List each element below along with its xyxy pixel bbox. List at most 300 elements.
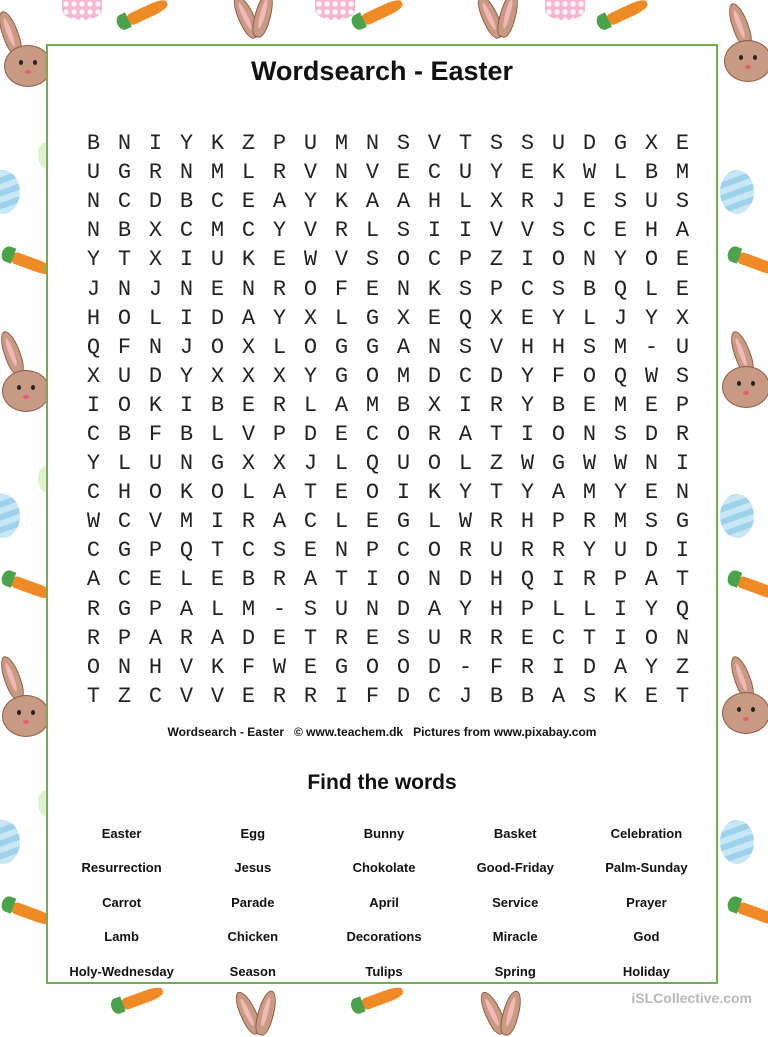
grid-letter: E [148,567,163,593]
grid-letter: X [241,334,256,360]
grid-letter: S [458,276,473,302]
grid-letter: S [582,334,597,360]
grid-letter: P [148,538,163,564]
grid-letter: N [644,451,659,477]
word-item: Lamb [104,929,139,945]
pink-egg-icon [315,0,355,20]
grid-letter: V [303,218,318,244]
grid-letter: Y [644,596,659,622]
grid-letter: I [675,538,690,564]
grid-letter: L [303,392,318,418]
grid-letter: E [365,509,380,535]
grid-letter: N [117,276,132,302]
grid-letter: I [179,392,194,418]
grid-row [78,158,698,187]
grid-letter: P [272,131,287,157]
grid-letter: Y [179,131,194,157]
grid-letter: W [303,247,318,273]
word-item: Spring [494,963,536,979]
grid-letter: I [520,421,535,447]
grid-letter: E [365,276,380,302]
grid-letter: X [396,305,411,331]
grid-letter: S [675,363,690,389]
grid-letter: S [303,596,318,622]
grid-letter: H [427,189,442,215]
bunny-icon [722,692,768,734]
carrot-icon [119,985,164,1011]
grid-letter: B [489,683,504,709]
grid-letter: S [582,683,597,709]
grid-letter: V [179,654,194,680]
grid-letter: U [334,596,349,622]
grid-letter: R [489,509,504,535]
grid-letter: M [210,160,225,186]
grid-letter: C [210,189,225,215]
grid-letter: L [241,160,256,186]
grid-letter: Y [613,480,628,506]
grid-letter: F [489,654,504,680]
bunny-ear-icon [494,0,521,39]
grid-letter: B [117,218,132,244]
grid-letter: Y [582,538,597,564]
grid-letter: M [582,480,597,506]
word-row [56,851,712,886]
grid-letter: N [86,189,101,215]
grid-letter: E [520,305,535,331]
word-item: Chokolate [352,860,416,876]
grid-letter: R [334,218,349,244]
grid-letter: G [365,334,380,360]
grid-letter: U [489,538,504,564]
blue-egg-icon [0,170,20,214]
grid-letter: N [117,131,132,157]
grid-letter: R [520,538,535,564]
grid-letter: G [396,509,411,535]
grid-letter: W [582,160,597,186]
grid-letter: E [241,189,256,215]
grid-letter: C [396,538,411,564]
grid-letter: I [520,247,535,273]
grid-letter: X [241,363,256,389]
grid-letter: B [520,683,535,709]
grid-letter: A [396,334,411,360]
grid-letter: D [644,421,659,447]
grid-letter: Z [241,131,256,157]
worksheet-title: Wordsearch - Easter [250,56,514,86]
grid-letter: B [582,276,597,302]
grid-letter: B [396,392,411,418]
grid-letter: T [303,625,318,651]
grid-letter: A [86,567,101,593]
grid-letter: I [675,451,690,477]
word-item: Good-Friday [476,860,554,876]
grid-letter: O [303,334,318,360]
grid-letter: L [210,596,225,622]
grid-letter: E [210,567,225,593]
grid-letter: A [272,509,287,535]
grid-letter: B [86,131,101,157]
grid-letter: F [241,654,256,680]
grid-letter: P [613,567,628,593]
grid-letter: J [179,334,194,360]
grid-letter: N [582,421,597,447]
grid-letter: O [396,247,411,273]
grid-letter: A [427,596,442,622]
grid-letter: V [148,509,163,535]
grid-letter: H [86,305,101,331]
grid-letter: I [458,218,473,244]
grid-letter: S [675,189,690,215]
grid-letter: R [520,654,535,680]
grid-letter: G [675,509,690,535]
grid-letter: P [272,421,287,447]
grid-letter: R [272,160,287,186]
grid-letter: N [675,480,690,506]
word-item: Resurrection [81,860,162,876]
grid-letter: S [272,538,287,564]
grid-letter: O [396,421,411,447]
grid-letter: X [489,305,504,331]
grid-letter: K [427,276,442,302]
grid-letter: B [210,392,225,418]
grid-letter: O [644,247,659,273]
grid-letter: C [303,509,318,535]
grid-letter: E [272,625,287,651]
grid-letter: G [210,451,225,477]
word-item: Holy-Wednesday [69,963,174,979]
grid-letter: D [303,421,318,447]
grid-letter: A [210,625,225,651]
grid-letter: I [148,131,163,157]
letter-grid [78,129,698,711]
grid-letter: R [582,509,597,535]
grid-letter: I [551,567,566,593]
word-list [56,816,712,989]
grid-letter: A [675,218,690,244]
grid-letter: E [303,538,318,564]
grid-letter: C [427,683,442,709]
grid-letter: C [86,480,101,506]
grid-letter: U [551,131,566,157]
grid-letter: P [148,596,163,622]
grid-letter: M [613,392,628,418]
grid-letter: U [396,451,411,477]
grid-letter: N [365,131,380,157]
grid-letter: K [210,131,225,157]
grid-letter: O [551,421,566,447]
grid-letter: I [179,247,194,273]
word-row [56,885,712,920]
grid-letter: F [365,683,380,709]
word-item: Miracle [492,929,538,945]
grid-letter: Y [86,451,101,477]
grid-letter: D [396,596,411,622]
grid-letter: S [613,421,628,447]
grid-letter: N [675,625,690,651]
grid-letter: O [427,451,442,477]
grid-letter: G [613,131,628,157]
grid-letter: O [396,567,411,593]
grid-letter: C [179,218,194,244]
grid-letter: E [365,625,380,651]
grid-letter: C [520,276,535,302]
grid-letter: U [427,625,442,651]
grid-letter: X [148,247,163,273]
grid-letter: X [427,392,442,418]
grid-letter: T [458,131,473,157]
grid-letter: M [179,509,194,535]
grid-row [78,187,698,216]
grid-letter: M [675,160,690,186]
grid-letter: E [582,392,597,418]
grid-letter: R [272,392,287,418]
bunny-icon [4,45,52,87]
grid-letter: M [365,392,380,418]
grid-letter: C [117,567,132,593]
grid-letter: Y [303,189,318,215]
grid-letter: D [210,305,225,331]
grid-letter: O [427,538,442,564]
carrot-icon [605,0,650,27]
grid-letter: L [117,451,132,477]
grid-letter: L [334,509,349,535]
grid-letter: K [179,480,194,506]
carrot-icon [359,985,404,1011]
grid-letter: V [365,160,380,186]
grid-row [78,507,698,536]
grid-letter: N [179,160,194,186]
grid-row [78,595,698,624]
grid-letter: Z [675,654,690,680]
grid-letter: R [489,625,504,651]
word-item: God [633,929,660,945]
grid-letter: H [520,509,535,535]
grid-letter: Z [117,683,132,709]
grid-letter: W [272,654,287,680]
grid-letter: L [272,334,287,360]
grid-letter: I [458,392,473,418]
grid-letter: K [551,160,566,186]
grid-letter: N [365,596,380,622]
grid-letter: I [551,654,566,680]
grid-letter: O [551,247,566,273]
grid-letter: T [334,567,349,593]
grid-letter: C [365,421,380,447]
grid-letter: M [396,363,411,389]
grid-letter: A [303,567,318,593]
grid-letter: P [365,538,380,564]
grid-letter: L [458,189,473,215]
grid-letter: T [489,480,504,506]
bunny-icon [724,40,768,82]
grid-letter: V [427,131,442,157]
grid-letter: W [613,451,628,477]
grid-letter: A [644,567,659,593]
grid-letter: L [427,509,442,535]
grid-letter: O [117,392,132,418]
grid-letter: V [520,218,535,244]
grid-letter: J [86,276,101,302]
grid-letter: D [241,625,256,651]
grid-row [78,653,698,682]
grid-letter: J [148,276,163,302]
grid-letter: R [427,421,442,447]
blue-egg-icon [720,820,754,864]
grid-letter: S [458,334,473,360]
grid-letter: I [396,480,411,506]
grid-letter: O [396,654,411,680]
grid-letter: M [334,131,349,157]
grid-letter: N [241,276,256,302]
grid-row [78,304,698,333]
grid-letter: U [86,160,101,186]
grid-letter: T [675,567,690,593]
grid-letter: D [582,131,597,157]
grid-letter: Y [520,480,535,506]
grid-letter: R [179,625,194,651]
carrot-icon [360,0,405,27]
grid-letter: G [117,538,132,564]
grid-letter: R [520,189,535,215]
grid-letter: Y [520,392,535,418]
grid-letter: H [148,654,163,680]
grid-letter: V [334,247,349,273]
grid-letter: T [117,247,132,273]
grid-letter: R [272,276,287,302]
word-item: Easter [101,825,142,841]
grid-letter: T [86,683,101,709]
grid-letter: X [489,189,504,215]
grid-letter: X [675,305,690,331]
grid-letter: I [210,509,225,535]
grid-letter: E [644,392,659,418]
grid-letter: K [427,480,442,506]
grid-letter: T [675,683,690,709]
grid-letter: L [458,451,473,477]
grid-letter: X [644,131,659,157]
grid-letter: A [551,683,566,709]
word-row [56,920,712,955]
grid-letter: S [396,131,411,157]
word-item: Palm-Sunday [605,860,688,876]
grid-letter: O [148,480,163,506]
grid-letter: B [241,567,256,593]
grid-letter: T [582,625,597,651]
grid-letter: B [179,421,194,447]
word-row [56,816,712,851]
grid-letter: M [613,334,628,360]
grid-letter: Y [644,305,659,331]
grid-letter: O [86,654,101,680]
grid-letter: J [613,305,628,331]
grid-letter: R [86,625,101,651]
grid-letter: J [458,683,473,709]
grid-letter: R [334,625,349,651]
grid-letter: S [613,189,628,215]
grid-letter: E [613,218,628,244]
grid-letter: U [613,538,628,564]
grid-letter: X [148,218,163,244]
grid-letter: H [117,480,132,506]
bunny-icon [722,366,768,408]
grid-letter: R [582,567,597,593]
grid-letter: S [489,131,504,157]
grid-letter: L [334,451,349,477]
grid-letter: Q [365,451,380,477]
grid-letter: I [365,567,380,593]
grid-letter: A [334,392,349,418]
grid-letter: H [489,567,504,593]
grid-letter: C [427,160,442,186]
grid-letter: R [86,596,101,622]
word-item: Jesus [234,860,272,876]
grid-letter: E [675,276,690,302]
grid-letter: Q [458,305,473,331]
grid-letter: L [582,305,597,331]
grid-letter: Y [458,596,473,622]
grid-letter: P [551,509,566,535]
grid-letter: V [303,160,318,186]
grid-letter: N [179,451,194,477]
grid-letter: I [179,305,194,331]
grid-letter: F [551,363,566,389]
grid-letter: C [86,421,101,447]
grid-letter: Y [458,480,473,506]
grid-letter: Q [520,567,535,593]
grid-letter: M [210,218,225,244]
grid-letter: U [148,451,163,477]
carrot-icon [125,0,170,27]
word-item: Basket [493,825,537,841]
grid-letter: Q [675,596,690,622]
grid-letter: S [551,276,566,302]
grid-letter: V [210,683,225,709]
grid-letter: G [334,363,349,389]
grid-letter: R [458,538,473,564]
word-item: Egg [240,825,266,841]
grid-letter: U [644,189,659,215]
grid-letter: H [520,334,535,360]
grid-letter: Q [179,538,194,564]
grid-row [78,245,698,274]
grid-letter: C [241,218,256,244]
word-item: Decorations [346,929,422,945]
grid-letter: C [117,189,132,215]
grid-letter: - [644,334,659,360]
grid-letter: Y [551,305,566,331]
grid-letter: Y [644,654,659,680]
grid-letter: O [582,363,597,389]
grid-letter: M [241,596,256,622]
grid-letter: R [458,625,473,651]
grid-letter: N [427,567,442,593]
grid-row [78,216,698,245]
grid-letter: G [117,596,132,622]
grid-letter: E [241,683,256,709]
grid-letter: P [489,276,504,302]
grid-letter: D [489,363,504,389]
grid-letter: E [427,305,442,331]
grid-letter: X [241,451,256,477]
grid-letter: I [613,596,628,622]
grid-letter: P [520,596,535,622]
grid-letter: L [179,567,194,593]
grid-letter: K [241,247,256,273]
grid-letter: E [334,480,349,506]
word-item: Bunny [363,825,405,841]
grid-letter: L [613,160,628,186]
grid-letter: H [551,334,566,360]
